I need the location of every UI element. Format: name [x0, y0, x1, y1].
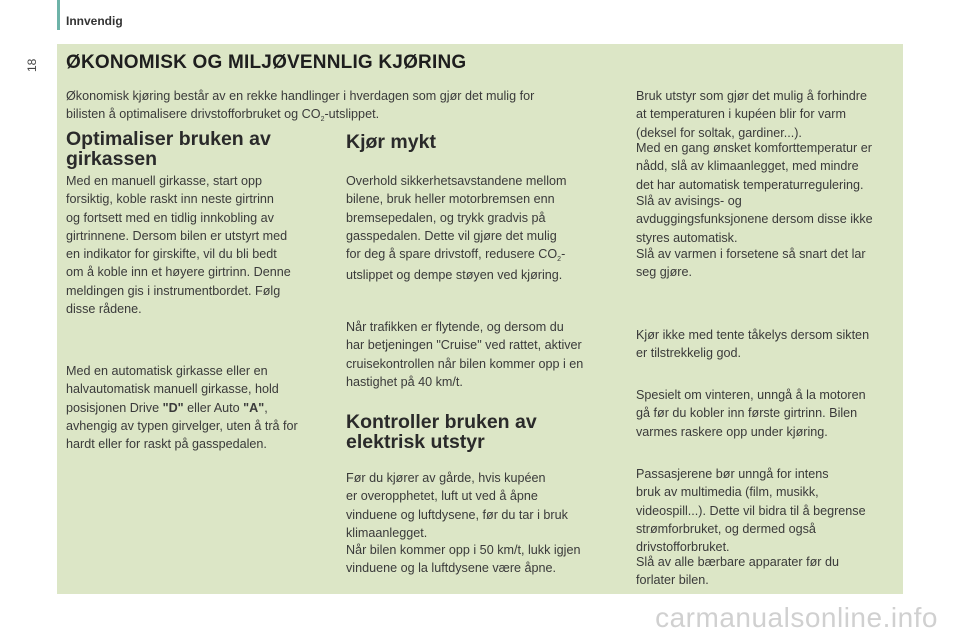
text-line: utslippet og dempe støyen ved kjøring.	[346, 268, 563, 283]
heading-electrical-line-2: elektrisk utstyr	[346, 431, 485, 453]
text-line: Når trafikken er flytende, og dersom du	[346, 320, 564, 334]
text-line: disse rådene.	[66, 302, 142, 317]
text-line: Når bilen kommer opp i 50 km/t, lukk igjen	[346, 543, 581, 557]
intro-paragraph	[66, 87, 626, 127]
text-line: halvautomatisk manuell girkasse, hold	[66, 382, 279, 397]
intro-line-1: Økonomisk kjøring består av en rekke handlinger i hverdagen som gjør det mulig for	[66, 89, 535, 103]
text-line: Med en gang ønsket komforttemperatur er	[636, 141, 872, 155]
portable-devices-paragraph	[636, 553, 901, 590]
text-line: gasspedalen. Dette vil gjøre det mulig	[346, 228, 557, 243]
text-line: varmes raskere opp under kjøring.	[636, 424, 828, 439]
text-line: posisjonen Drive	[66, 400, 163, 415]
intro-line-2-start: bilisten å optimalisere drivstofforbruket og CO	[66, 107, 321, 122]
text-line: bruk av multimedia (film, musikk,	[636, 485, 819, 500]
text-line: om å koble inn et høyere girtrinn. Denne	[66, 265, 291, 280]
text-line: er tilstrekkelig god.	[636, 346, 741, 361]
text-line: en indikator for girskifte, vil du bli bedt	[66, 247, 277, 262]
text-line: hardt eller for raskt på gasspedalen.	[66, 437, 267, 452]
text-line: det har automatisk temperaturregulering.	[636, 177, 864, 192]
text-line: Slå av varmen i forsetene så snart det lar	[636, 247, 866, 261]
text-line: klimaanlegget.	[346, 525, 428, 540]
text-line: er overopphetet, luft ut ved å åpne	[346, 489, 538, 504]
auto-mode-label: "A"	[243, 400, 265, 415]
text-line: cruisekontrollen når bilen kommer opp i en	[346, 356, 584, 371]
manual-gearbox-paragraph	[66, 172, 336, 318]
text-line: hastighet på 40 km/t.	[346, 374, 463, 389]
heading-drive-smoothly: Kjør mykt	[346, 131, 436, 153]
text-line: seg gjøre.	[636, 265, 692, 280]
automatic-gearbox-paragraph	[66, 362, 336, 453]
heading-electrical-equipment	[346, 412, 537, 452]
intro-line-2-end: -utslippet.	[324, 107, 380, 122]
text-line: styres automatisk.	[636, 230, 738, 245]
heading-electrical-line-1: Kontroller bruken av	[346, 411, 537, 433]
co2-subscript: 2	[557, 256, 562, 264]
air-conditioning-paragraph	[636, 139, 901, 194]
text-line: Spesielt om vinteren, unngå å la motoren	[636, 388, 866, 402]
text-line: Slå av avisings- og	[636, 194, 742, 208]
text-line: har betjeningen "Cruise" ved rattet, aktiver	[346, 338, 582, 353]
cruise-control-paragraph	[346, 318, 616, 391]
text-line: meldingen gis i instrumentbordet. Følg	[66, 283, 281, 298]
watermark: carmanualsonline.info	[655, 602, 938, 633]
text-line: vinduene og la luftdysene være åpne.	[346, 561, 557, 576]
text-line: Før du kjører av gårde, hvis kupéen	[346, 471, 546, 485]
ventilation-paragraph	[346, 469, 616, 542]
section-marker-bar	[57, 0, 60, 30]
text-line: Kjør ikke med tente tåkelys dersom sikten	[636, 328, 870, 342]
page-number: 18	[25, 58, 39, 72]
text-line: drivstofforbruket.	[636, 540, 730, 555]
winter-engine-paragraph	[636, 386, 901, 441]
defrost-paragraph	[636, 192, 901, 247]
text-line: Bruk utstyr som gjør det mulig å forhindre	[636, 89, 867, 103]
text-line: eller Auto	[183, 400, 244, 415]
text-line: nådd, slå av klimaanlegget, med mindre	[636, 159, 859, 174]
seat-heating-paragraph	[636, 245, 901, 282]
text-line: for deg å spare drivstoff, redusere CO	[346, 247, 558, 262]
text-line: forsiktig, koble raskt inn neste girtrinn	[66, 192, 274, 207]
text-line: avhengig av typen girvelger, uten å trå for	[66, 418, 298, 433]
sun-protection-paragraph	[636, 87, 901, 142]
text-line: ,	[264, 400, 268, 415]
text-line: girtrinnene. Dersom bilen er utstyrt med	[66, 228, 288, 243]
text-line: Passasjerene bør unngå for intens	[636, 467, 829, 481]
text-line: gå før du kobler inn første girtrinn. Bilen	[636, 406, 858, 421]
heading-gearbox	[66, 129, 271, 169]
text-line: strømforbruket, og dermed også	[636, 521, 816, 536]
heading-gearbox-line-1: Optimaliser bruken av	[66, 128, 271, 150]
text-line: forlater bilen.	[636, 573, 709, 588]
windows-paragraph	[346, 541, 616, 578]
text-line: Med en manuell girkasse, start opp	[66, 174, 263, 188]
co2-subscript: 2	[320, 116, 325, 124]
text-line: Med en automatisk girkasse eller en	[66, 364, 268, 378]
drive-mode-label: "D"	[162, 400, 184, 415]
text-line: -	[561, 247, 566, 262]
text-line: videospill...). Dette vil bidra til å begrense	[636, 503, 866, 518]
text-line: avduggingsfunksjonene dersom disse ikke	[636, 212, 873, 227]
text-line: vinduene og luftdysene, før du tar i bruk	[346, 507, 568, 522]
text-line: bremsepedalen, og trykk gradvis på	[346, 210, 546, 225]
text-line: bilene, bruk heller motorbremsen enn	[346, 192, 555, 207]
page-title: ØKONOMISK OG MILJØVENNLIG KJØRING	[66, 52, 467, 73]
heading-gearbox-line-2: girkassen	[66, 148, 158, 170]
text-line: Slå av alle bærbare apparater før du	[636, 555, 840, 569]
text-line: og fortsett med en tidlig innkobling av	[66, 210, 274, 225]
text-line: at temperaturen i kupéen blir for varm	[636, 107, 846, 122]
smooth-driving-paragraph	[346, 172, 616, 285]
text-line: (deksel for soltak, gardiner...).	[636, 125, 802, 140]
fog-lights-paragraph	[636, 326, 901, 363]
multimedia-paragraph	[636, 465, 901, 556]
text-line: Overhold sikkerhetsavstandene mellom	[346, 174, 567, 188]
section-label: Innvendig	[66, 14, 123, 28]
